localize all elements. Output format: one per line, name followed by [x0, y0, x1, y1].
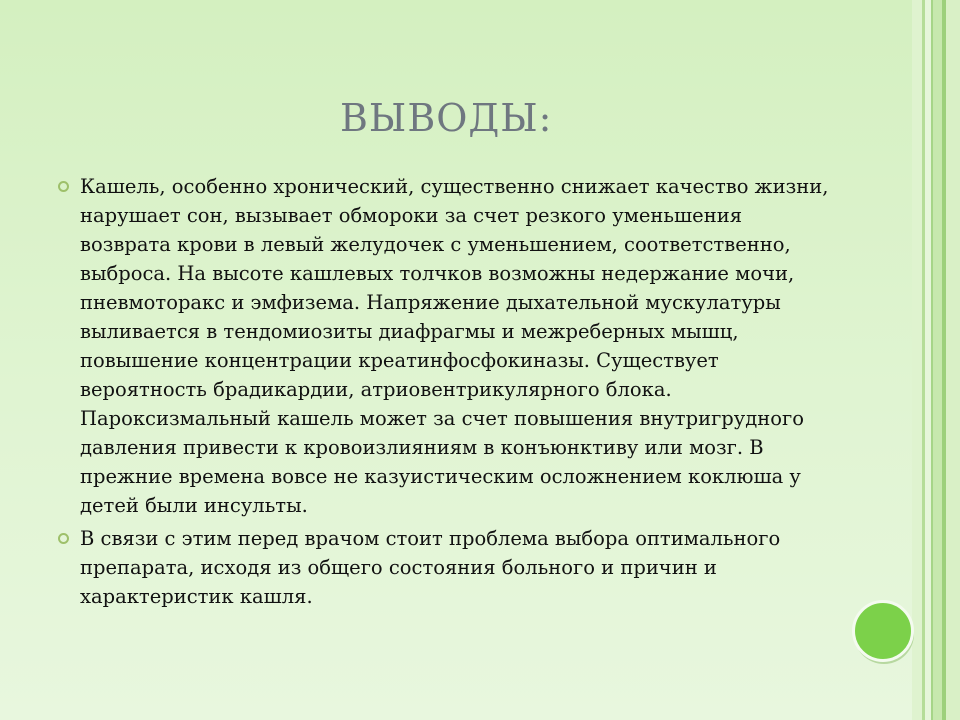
- bullet-text: В связи с этим перед врачом стоит проблема выбора оптимального препарата, исходя из общего состояния больного и причин и характеристик кашля.: [80, 527, 781, 608]
- bullet-item: [58, 172, 838, 520]
- green-circle-icon: [852, 600, 914, 662]
- bullet-circle-icon: [58, 533, 69, 544]
- stripe: [946, 0, 960, 720]
- slide-title: ВЫВОДЫ:: [340, 96, 553, 140]
- decorative-circle: [850, 598, 920, 668]
- slide-content: [58, 172, 838, 615]
- stripe: [933, 0, 942, 720]
- bullet-text: Кашель, особенно хронический, существенно снижает качество жизни, нарушает сон, вызывает обмороки за счет резкого уменьшения возврата крови в левый желудочек с уменьшением, соответственно, выброса. На высоте кашлевых толчков возможны недержание мочи, пневмоторакс и эмфизема. Напряжение дыхательной мускулатуры выливается в тендомиозиты диафрагмы и межреберных мышц, повышение концентрации креатинфосфокиназы. Существует вероятность брадикардии, атриовентрикулярного блока. Пароксизмальный кашель может за счет повышения внутригрудного давления привести к кровоизлияниям в конъюнктиву или мозг. В прежние времена вовсе не казуистическим осложнением коклюша у детей были инсульты.: [80, 175, 829, 517]
- bullet-circle-icon: [58, 181, 69, 192]
- bullet-item: [58, 524, 838, 611]
